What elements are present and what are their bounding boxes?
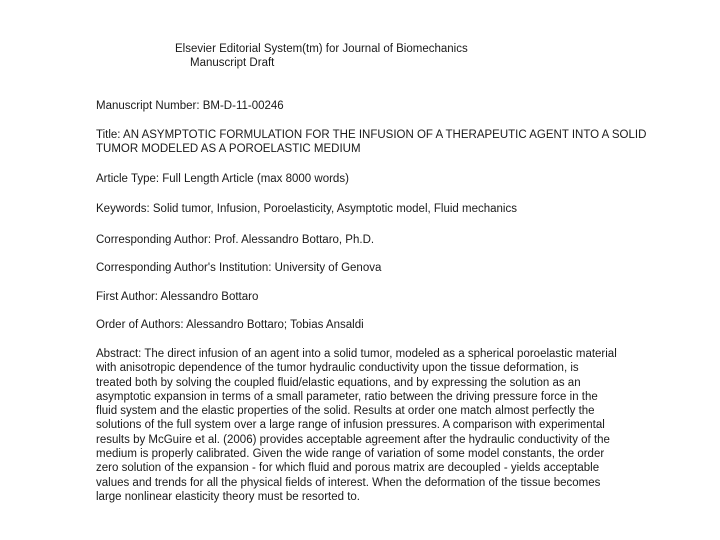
abstract-line: fluid system and the elastic properties of the solid. Results at order one match almost perfectly the [96,405,595,418]
order-of-authors: Order of Authors: Alessandro Bottaro; Tobias Ansaldi [96,319,364,331]
journal-system-line: Elsevier Editorial System(tm) for Journal of Biomechanics [175,43,468,55]
abstract-line: treated both by solving the coupled fluid/elastic equations, and by expressing the solution as an [96,376,581,389]
corresponding-institution: Corresponding Author's Institution: University of Genova [96,262,382,274]
keywords: Keywords: Solid tumor, Infusion, Poroelasticity, Asymptotic model, Fluid mechanics [96,203,517,215]
abstract-line: asymptotic expansion in terms of a small parameter, ratio between the driving pressure force in the [96,390,598,403]
abstract-line: results by McGuire et al. (2006) provides acceptable agreement after the hydraulic conductivity of the [96,433,610,446]
abstract-line: large nonlinear elasticity theory must be resorted to. [96,490,360,503]
abstract-line: Abstract: The direct infusion of an agent into a solid tumor, modeled as a spherical poroelastic material [96,348,617,360]
corresponding-author: Corresponding Author: Prof. Alessandro Bottaro, Ph.D. [96,234,375,246]
abstract-line: zero solution of the expansion - for which fluid and porous matrix are decoupled - yields acceptable [96,462,600,475]
title-line-2: TUMOR MODELED AS A POROELASTIC MEDIUM [96,143,361,155]
article-type: Article Type: Full Length Article (max 8000 words) [96,173,349,185]
document-header [175,42,468,70]
abstract [96,347,696,504]
title-line-1: Title: AN ASYMPTOTIC FORMULATION FOR THE INFUSION OF A THERAPEUTIC AGENT INTO A SOLID [96,129,647,141]
abstract-line: medium is properly calibrated. Given the wide range of variation of some model constants, the order [96,448,605,461]
abstract-line: with anisotropic dependence of the tumor hydraulic conductivity upon the tissue deformation, is [96,362,579,375]
abstract-line: values and trends for all the physical fields of interest. When the deformation of the tissue becomes [96,476,601,489]
first-author: First Author: Alessandro Bottaro [96,291,259,303]
manuscript-title [96,128,666,156]
manuscript-number: Manuscript Number: BM-D-11-00246 [96,100,284,112]
manuscript-draft-label: Manuscript Draft [190,57,275,69]
abstract-line: solutions of the full system over a large range of infusion pressures. A comparison with experimental [96,419,605,432]
